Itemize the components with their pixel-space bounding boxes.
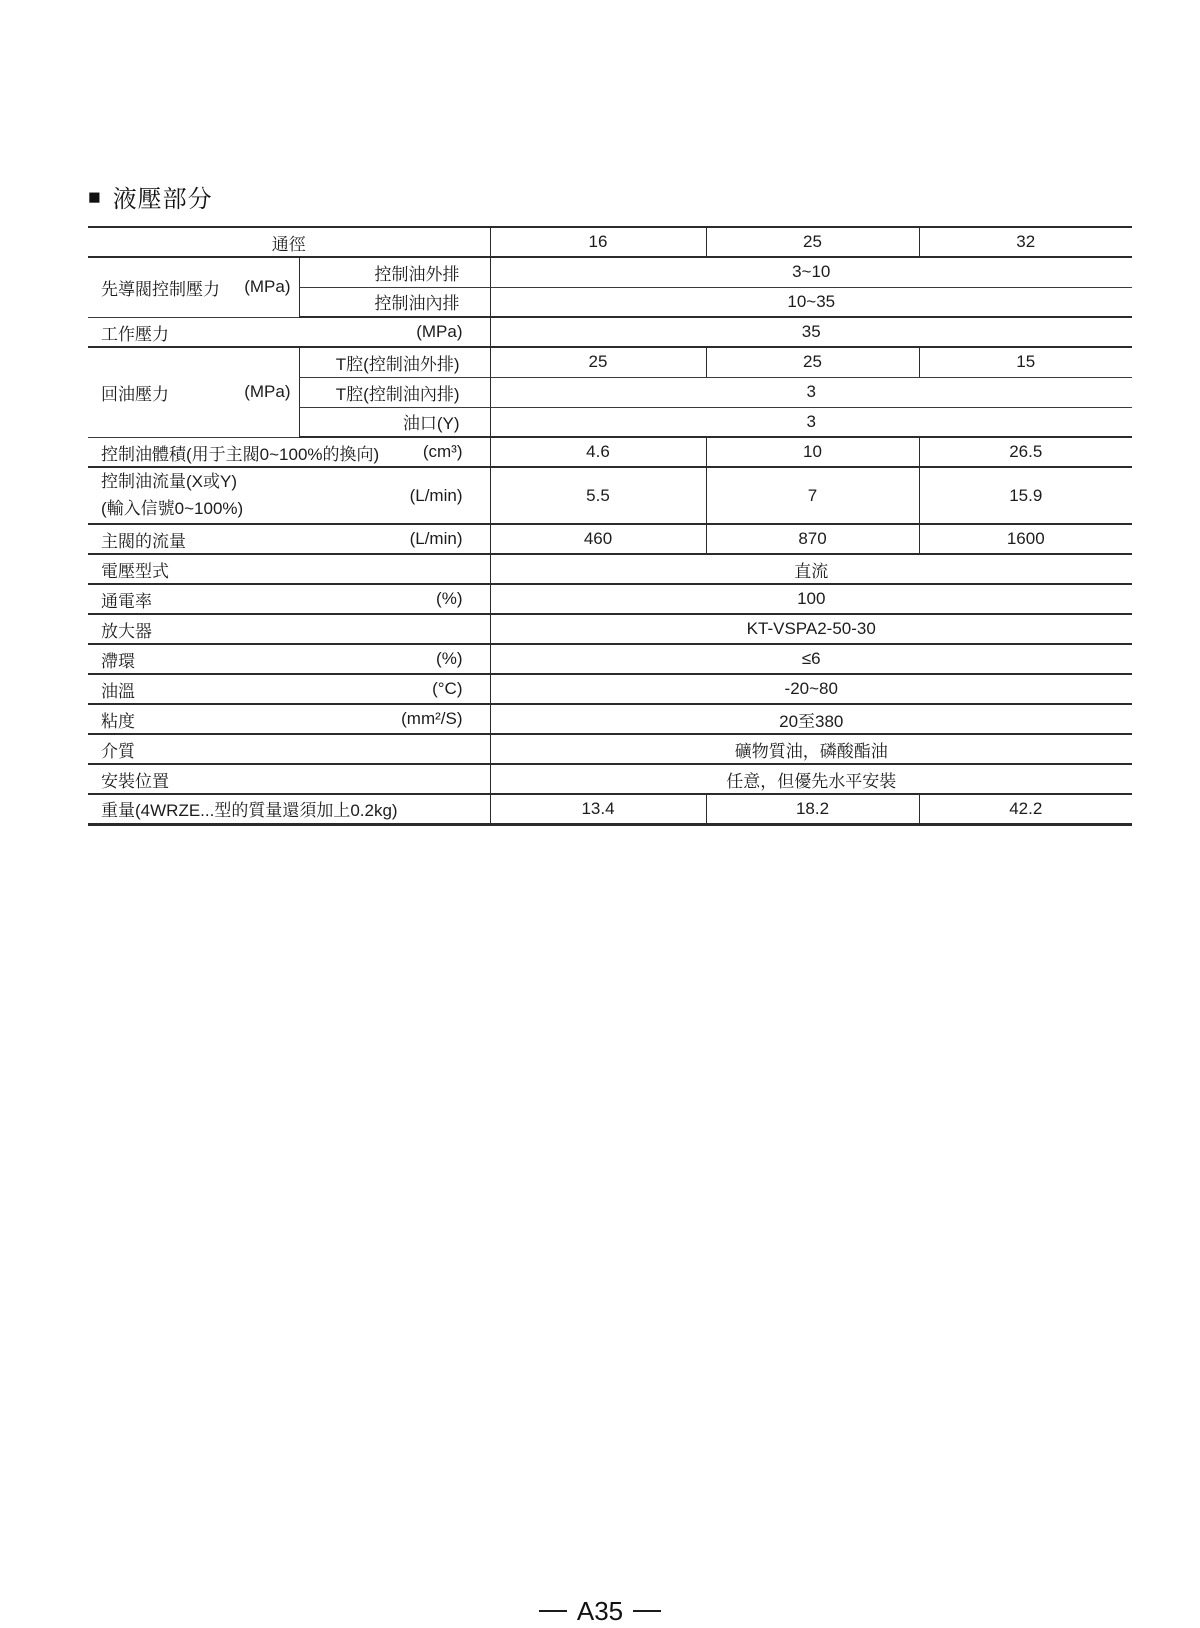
table-row (88, 317, 1132, 347)
table-row (88, 674, 1132, 704)
oil-temperature-label: 油溫 (101, 681, 135, 701)
footer-dash-left (539, 1610, 567, 1613)
mounting-position-value: 任意，但優先水平安裝 (490, 764, 1132, 794)
main-valve-flow-unit: (L/min) (409, 529, 463, 548)
t-port-external-col1: 25 (490, 347, 706, 377)
page-number: A35 (576, 1595, 624, 1626)
table-row (88, 614, 1132, 644)
footer-dash-right (633, 1610, 661, 1613)
main-valve-flow-cell (88, 524, 490, 554)
header-col-25: 25 (706, 227, 919, 257)
weight-col1: 13.4 (490, 794, 706, 824)
table-row (88, 347, 1132, 377)
header-col-32: 32 (919, 227, 1132, 257)
page-footer (0, 1594, 1200, 1628)
pilot-pressure-unit: (MPa) (244, 277, 291, 297)
oil-temperature-unit: (°C) (432, 679, 463, 698)
return-pressure-unit: (MPa) (244, 382, 291, 402)
duty-cycle-value: 100 (490, 584, 1132, 614)
hysteresis-cell (88, 644, 490, 674)
pilot-oil-flow-col2: 7 (706, 467, 919, 524)
working-pressure-label: 工作壓力 (101, 324, 169, 344)
t-port-internal-label: T腔(控制油內排) (299, 377, 490, 407)
amplifier-value: KT-VSPA2-50-30 (490, 614, 1132, 644)
mounting-position-label: 安裝位置 (88, 764, 490, 794)
t-port-internal-value: 3 (490, 377, 1132, 407)
medium-label: 介質 (88, 734, 490, 764)
weight-col3: 42.2 (919, 794, 1132, 824)
pilot-oil-flow-label-line1: 控制油流量(X或Y) (101, 472, 237, 492)
viscosity-cell (88, 704, 490, 734)
table-row (88, 554, 1132, 584)
viscosity-unit: (mm²/S) (401, 709, 463, 728)
square-bullet-icon: ■ (88, 186, 102, 209)
pilot-oil-flow-label-line2: (輸入信號0~100%) (101, 498, 244, 518)
external-drain-label: 控制油外排 (299, 257, 490, 287)
pilot-oil-flow-col1: 5.5 (490, 467, 706, 524)
main-valve-flow-col3: 1600 (919, 524, 1132, 554)
working-pressure-cell (88, 317, 490, 347)
amplifier-label: 放大器 (88, 614, 490, 644)
hydraulic-spec-table (88, 226, 1132, 826)
section-title (88, 179, 213, 214)
table-row (88, 437, 1132, 467)
duty-cycle-label: 通電率 (101, 591, 152, 611)
port-y-value: 3 (490, 407, 1132, 437)
pilot-oil-volume-col3: 26.5 (919, 437, 1132, 467)
table-row (88, 704, 1132, 734)
working-pressure-unit: (MPa) (416, 322, 463, 341)
t-port-external-label: T腔(控制油外排) (299, 347, 490, 377)
internal-drain-value: 10~35 (490, 287, 1132, 317)
table-row (88, 227, 1132, 257)
table-row (88, 524, 1132, 554)
table-row (88, 794, 1132, 824)
pilot-oil-volume-unit: (cm³) (422, 442, 463, 461)
main-valve-flow-col2: 870 (706, 524, 919, 554)
voltage-type-label: 電壓型式 (88, 554, 490, 584)
port-y-label: 油口(Y) (299, 407, 490, 437)
main-valve-flow-label: 主閥的流量 (101, 531, 186, 551)
viscosity-value: 20至380 (490, 704, 1132, 734)
duty-cycle-cell (88, 584, 490, 614)
section-title-text: 液壓部分 (112, 186, 213, 213)
return-pressure-group-cell (88, 347, 299, 437)
viscosity-label: 粘度 (101, 711, 135, 731)
oil-temperature-value: -20~80 (490, 674, 1132, 704)
weight-col2: 18.2 (706, 794, 919, 824)
table-row (88, 257, 1132, 287)
hysteresis-label: 滯環 (101, 651, 135, 671)
header-col-16: 16 (490, 227, 706, 257)
pilot-oil-flow-cell (88, 467, 490, 524)
duty-cycle-unit: (%) (436, 589, 463, 608)
pilot-oil-flow-unit: (L/min) (409, 485, 463, 505)
voltage-type-value: 直流 (490, 554, 1132, 584)
hysteresis-unit: (%) (436, 649, 463, 668)
table-row (88, 584, 1132, 614)
pilot-pressure-label: 先導閥控制壓力 (101, 279, 220, 299)
internal-drain-label: 控制油內排 (299, 287, 490, 317)
pilot-pressure-group-cell (88, 257, 299, 317)
external-drain-value: 3~10 (490, 257, 1132, 287)
working-pressure-value: 35 (490, 317, 1132, 347)
pilot-oil-volume-col1: 4.6 (490, 437, 706, 467)
main-valve-flow-col1: 460 (490, 524, 706, 554)
table-row (88, 644, 1132, 674)
pilot-oil-volume-col2: 10 (706, 437, 919, 467)
oil-temperature-cell (88, 674, 490, 704)
t-port-external-col2: 25 (706, 347, 919, 377)
table-row (88, 764, 1132, 794)
hysteresis-value: ≤6 (490, 644, 1132, 674)
pilot-oil-volume-label: 控制油體積(用于主閥0~100%的換向) (101, 444, 380, 464)
return-pressure-label: 回油壓力 (101, 384, 169, 404)
table-row (88, 467, 1132, 524)
table-row (88, 734, 1132, 764)
t-port-external-col3: 15 (919, 347, 1132, 377)
pilot-oil-volume-cell (88, 437, 490, 467)
header-diameter-label: 通徑 (88, 227, 490, 257)
medium-value: 礦物質油，磷酸酯油 (490, 734, 1132, 764)
weight-label: 重量(4WRZE...型的質量還須加上0.2kg) (101, 801, 398, 821)
pilot-oil-flow-col3: 15.9 (919, 467, 1132, 524)
